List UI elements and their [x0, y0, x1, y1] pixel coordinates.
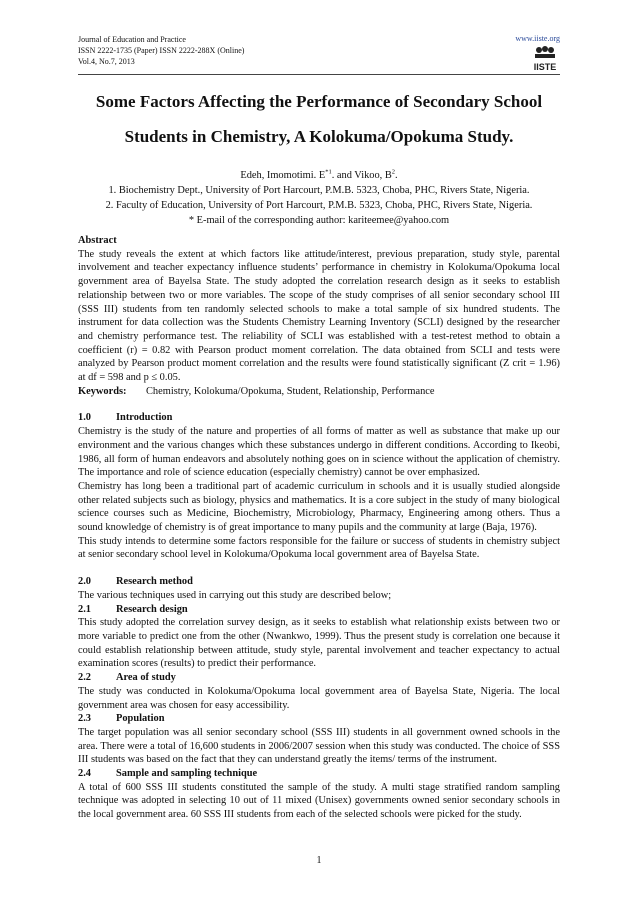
subsection-number: 2.2: [78, 672, 91, 684]
author-name-2: . and Vikoo, B: [331, 170, 392, 181]
research-design-text: This study adopted the correlation survey design, as it seeks to establish what relationship exists between two or more variable to predict one from the other (Nwankwo, 1999). Thus the present study is correlation one because it could establish relationship between attitude, study style, parental involvement and teacher expectancy to actual examination scores (results) to predict their performance.: [78, 617, 560, 670]
subsection-number: 2.4: [78, 768, 91, 780]
introduction-paragraph-3: This study intends to determine some factors responsible for the failure or success of students in chemistry subject at senior secondary school level in Kolokuma/Opokuma local government area of Bayelsa State.: [78, 535, 560, 561]
section-title: Research method: [116, 576, 193, 588]
area-of-study-text: The study was conducted in Kolokuma/Opokuma local government area of Bayelsa State, Nigeria. The local government area was chosen for easy accessibility.: [78, 685, 560, 711]
sampling-text: A total of 600 SSS III students constituted the sample of the study. A multi stage stratified random sampling technique was adopted in selecting 10 out of 11 mixed (Unisex) governments owned senior secondary schools in the local government area. 60 SSS III students from each of the selected schools were picked for the study.: [78, 781, 560, 821]
journal-issn: ISSN 2222-1735 (Paper) ISSN 2222-288X (Online): [78, 46, 245, 55]
keywords-line: [78, 385, 560, 399]
iiste-logo: [530, 44, 560, 74]
subsection-title: Sample and sampling technique: [116, 768, 258, 780]
journal-volume: Vol.4, No.7, 2013: [78, 57, 135, 66]
population-text: The target population was all senior secondary school (SSS III) students in all government owned schools in the area. There were a total of 16,600 students in 2006/2007 session when this study was conducted. The choice of SSS III students was based on the fact that they can understand greatly the items/ terms of the instrument.: [78, 726, 560, 766]
paper-body: [78, 234, 560, 822]
author-names-end: .: [395, 170, 398, 181]
abstract-heading: Abstract: [78, 235, 117, 246]
subsection-heading-research-design: [78, 603, 560, 617]
subsection-number: 2.1: [78, 603, 91, 615]
research-method-intro: The various techniques used in carrying out this study are described below;: [78, 589, 392, 601]
logo-text: IISTE: [533, 62, 557, 72]
subsection-number: 2.3: [78, 713, 91, 725]
journal-header: [78, 34, 244, 67]
subsection-heading-population: [78, 712, 560, 726]
affiliation-2: 2. Faculty of Education, University of Port Harcourt, P.M.B. 5323, Choba, PHC, Rivers State, Nigeria.: [105, 200, 533, 211]
author-superscript-2: 2: [391, 168, 396, 176]
introduction-paragraph-1: Chemistry is the study of the nature and properties of all forms of matter as well as substance that make up our environment and the various changes which these substances undergo in different conditions. According to Ikeobi, 1986, all form of human endeavors and absolutely nothing goes on in science without the application of chemistry. The importance and role of science education (especially chemistry) cannot be over emphasized.: [78, 426, 560, 479]
author-names: [78, 168, 560, 183]
section-number: 1.0: [78, 412, 91, 424]
subsection-title: Population: [116, 713, 165, 725]
journal-name: Journal of Education and Practice: [78, 35, 186, 44]
paper-title-line1: Some Factors Affecting the Performance of Secondary School: [95, 92, 543, 111]
keywords-label: Keywords:: [78, 385, 127, 397]
introduction-paragraph-2: Chemistry has long been a traditional part of academic curriculum in schools and it is usually studied alongside other related subjects such as biology, physics and mathematics. It is a core subject in the study of many biological science courses such as Medicine, Biochemistry, Microbiology, Pharmacy, Engineering among others. Thus a sound knowledge of chemistry is of great importance to many pupils and the community at large (Baja, 1976).: [78, 480, 560, 534]
affiliation-1: 1. Biochemistry Dept., University of Port Harcourt, P.M.B. 5323, Choba, PHC, Rivers State, Nigeria.: [108, 185, 530, 196]
header-divider: [78, 74, 560, 75]
section-heading-research-method: [78, 575, 560, 589]
section-number: 2.0: [78, 576, 91, 588]
author-block: [78, 168, 560, 228]
subsection-heading-sampling: [78, 767, 560, 781]
subsection-heading-area-of-study: [78, 671, 560, 685]
section-title: Introduction: [116, 412, 173, 424]
page-number: 1: [316, 855, 322, 866]
corresponding-email: * E-mail of the corresponding author: kariteemee@yahoo.com: [188, 215, 450, 226]
abstract-text: The study reveals the extent at which factors like attitude/interest, previous preparation, study style, parental involvement and teacher expectancy influence students’ performance in chemistry in Kolokuma/Opokuma local government area of Bayelsa State. The study adopted the correlation research design as it seeks to establish relationship between two or more variables. The scope of the study comprises of all senior secondary school III (SSS III) students from ten randomly selected schools to make a total sample of six hundred students. The instrument for data collection was the Students Chemistry Learning Inventory (SCLI) designed by the researcher and chemistry performance test. The reliability of SCLI was established with a test-retest method to obtain a coefficient (r) = 0.82 with Pearson product moment correlation. The data obtained from SCLI and tests were analyzed by Pearson product moment correlation and the results were found statistically significant (Z crit = 1.96) at df = 598 and p ≤ 0.05.: [78, 248, 560, 384]
subsection-title: Research design: [116, 603, 188, 615]
author-name-1: Edeh, Imomotimi. E: [240, 170, 326, 181]
section-heading-introduction: [78, 411, 560, 425]
keywords-list: Chemistry, Kolokuma/Opokuma, Student, Relationship, Performance: [146, 385, 435, 397]
journal-website-link[interactable]: www.iiste.org: [515, 34, 560, 43]
subsection-title: Area of study: [116, 672, 176, 684]
author-superscript-1: *1: [325, 168, 332, 176]
paper-title-line2: Students in Chemistry, A Kolokuma/Opokuma Study.: [124, 127, 514, 146]
